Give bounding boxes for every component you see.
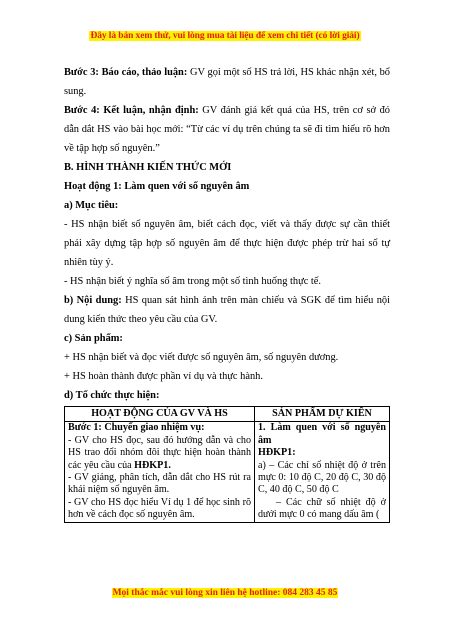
organization-heading: d) Tổ chức thực hiện: xyxy=(64,390,160,401)
product-item-2: + HS hoàn thành được phần ví dụ và thực hành. xyxy=(64,371,263,382)
table-header-row xyxy=(65,407,390,422)
table-header-products: SẢN PHẨM DỰ KIẾN xyxy=(255,407,390,422)
table-header-activities: HOẠT ĐỘNG CỦA GV VÀ HS xyxy=(65,407,255,422)
section-b-heading: B. HÌNH THÀNH KIẾN THỨC MỚI xyxy=(64,162,232,173)
product-item-1: + HS nhận biết và đọc viết được số nguyên âm, số nguyên dương. xyxy=(64,352,339,363)
table-cell-activities xyxy=(65,422,255,522)
product-subtitle: HĐKP1: xyxy=(258,447,296,459)
activity-table xyxy=(64,406,390,523)
objective-item-2: - HS nhận biết ý nghĩa số âm trong một số tình huống thực tế. xyxy=(64,276,322,287)
step4-paragraph: Bước 4: Kết luận, nhận định: GV đánh giá kết quả của HS, trên cơ sở đó dẫn dắt HS vào bài học mới: “Từ các ví dụ trên chúng ta sẽ đi tìm hiểu rõ hơn về tập hợp số nguyên.” xyxy=(64,105,390,154)
step3-paragraph: Bước 3: Báo cáo, thảo luận: GV gọi một số HS trả lời, HS khác nhận xét, bổ sung. xyxy=(64,67,391,97)
product-item-a: a) – Các chỉ số nhiệt độ ở trên mực 0: 10 độ C, 20 độ C, 30 độ C, 40 độ C, 50 độ C xyxy=(258,459,386,496)
task-line-2: - GV giảng, phân tích, dẫn dắt cho HS rút ra khái niệm số nguyên âm. xyxy=(68,472,251,496)
table-row xyxy=(65,422,390,522)
hotline-footer: Mọi thắc mắc vui lòng xin liên hệ hotline: 084 283 45 85 xyxy=(112,588,338,598)
product-item-b: – Các chữ số nhiệt độ ở dưới mực 0 có mang dấu âm ( xyxy=(258,496,386,521)
objective-heading: a) Mục tiêu: xyxy=(64,200,119,211)
activity1-heading: Hoạt động 1: Làm quen với số nguyên âm xyxy=(64,181,250,192)
task-step-heading: Bước 1: Chuyển giao nhiệm vụ: xyxy=(68,422,205,434)
product-title: 1. Làm quen với số nguyên âm xyxy=(258,422,386,446)
content-paragraph: b) Nội dung: HS quan sát hình ảnh trên màn chiếu và SGK để tìm hiểu nội dung kiến thức theo yêu cầu của GV. xyxy=(64,295,390,325)
document-body xyxy=(64,63,390,523)
task-line-3: - GV cho HS đọc hiểu Ví dụ 1 để học sinh rõ hơn về cách đọc số nguyên âm. xyxy=(68,496,251,521)
objective-item-1: - HS nhận biết số nguyên âm, biết cách đọc, viết và thấy được sự cần thiết phải xây dựng tập hợp số nguyên âm để thực hiện được phép trừ hai số tự nhiên tùy ý. xyxy=(64,219,390,268)
product-heading: c) Sản phẩm: xyxy=(64,333,123,344)
table-cell-products xyxy=(255,422,390,522)
preview-banner: Đây là bản xem thử, vui lòng mua tài liệu để xem chi tiết (có lời giải) xyxy=(90,31,360,41)
task-line-1: - GV cho HS đọc, sau đó hướng dẫn và cho HS trao đổi nhóm đôi thực hiện hoàn thành các yêu cầu của HĐKP1. xyxy=(68,434,251,471)
